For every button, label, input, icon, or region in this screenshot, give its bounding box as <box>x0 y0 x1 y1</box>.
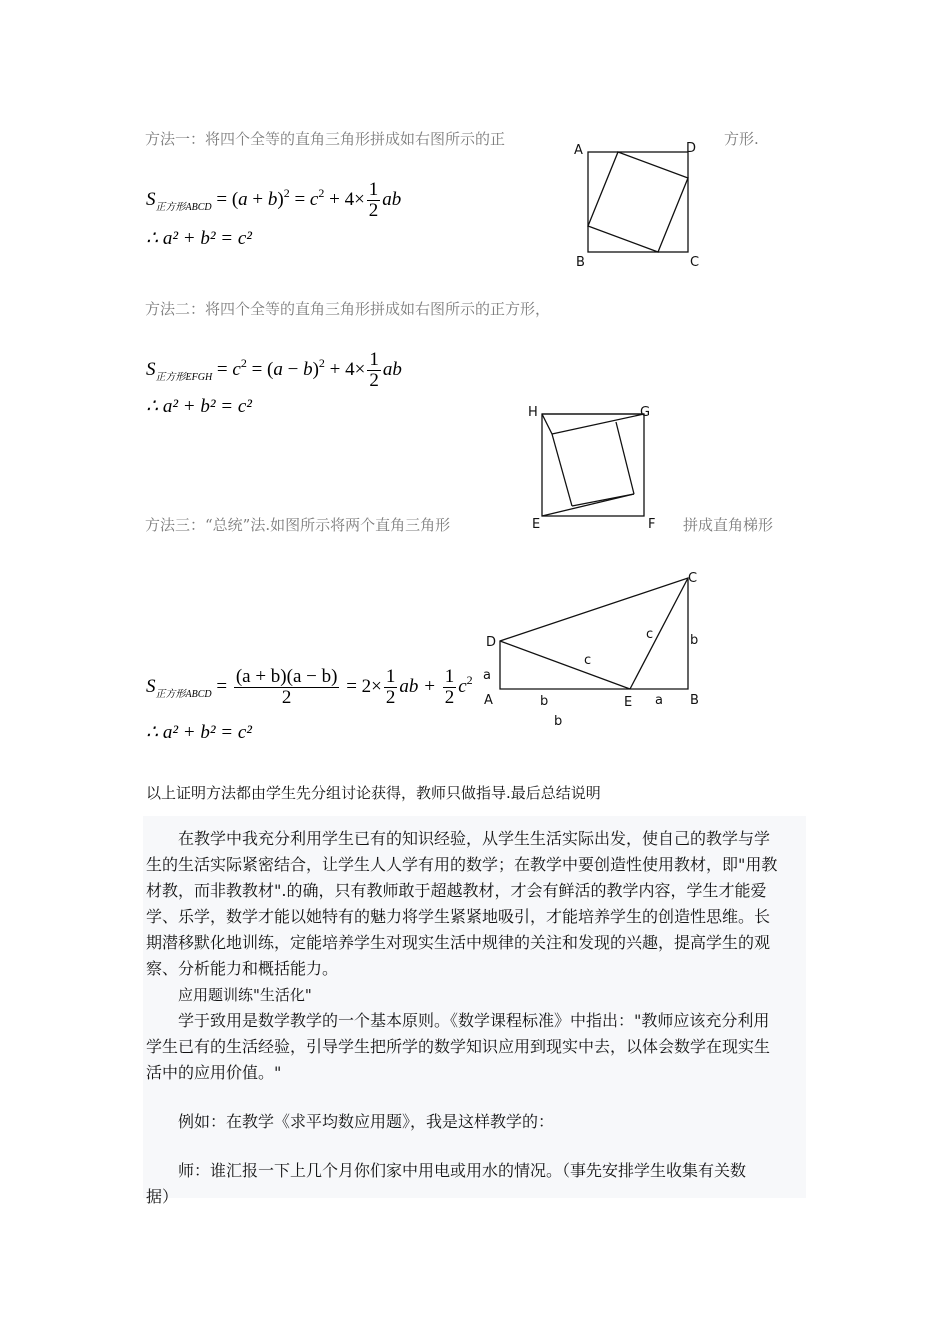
p2-line: 活中的应用价值。" <box>146 1063 282 1082</box>
p4-line: 据） <box>146 1187 179 1206</box>
method1-therefore: ∴ a² + b² = c² <box>146 228 253 249</box>
label-G: G <box>640 405 651 420</box>
label-C: C <box>690 255 700 270</box>
summary-line: 以上证明方法都由学生先分组讨论获得，教师只做指导.最后总结说明 <box>146 784 601 802</box>
method1-formula: $S_{正方形ABCD} = (a + b)^2 = c^2 + 4\times$ $\frac{1}{2}$ ab <box>146 179 402 221</box>
method3-text: 方法三：“总统”法.如图所示将两个直角三角形 <box>145 516 451 534</box>
method2-text: 方法二：将四个全等的直角三角形拼成如右图所示的正方形， <box>145 300 551 318</box>
label-a-bottom: a <box>655 693 663 708</box>
label-C: C <box>688 571 698 586</box>
label-E: E <box>624 695 633 710</box>
method2-square-diagram <box>520 400 670 535</box>
label-b-bottom: b <box>540 694 549 709</box>
method2-formula: $S_{正方形EFGH} = c^2 = (a - b)^2 + 4\times$ $\frac{1}{2}$ ab <box>146 349 402 391</box>
paragraph-1 <box>146 826 801 1210</box>
label-A: A <box>574 143 583 158</box>
p2-line: 学生已有的生活经验，引导学生把所学的数学知识应用到现实中去，以体会数学在现实生 <box>146 1037 771 1056</box>
label-A: A <box>484 693 493 708</box>
label-D: D <box>686 141 697 156</box>
p2-line: 学于致用是数学教学的一个基本原则。《数学课程标准》中指出："教师应该充分利用 <box>178 1011 770 1030</box>
method3-text-end: 拼成直角梯形 <box>683 516 774 534</box>
label-D: D <box>486 635 497 650</box>
p4-line: 师：谁汇报一下上几个月你们家中用电或用水的情况。（事先安排学生收集有关数 <box>178 1161 747 1180</box>
label-c-diag: c <box>584 653 592 668</box>
label-c-hyp: c <box>646 627 654 642</box>
label-b-below: b <box>554 714 563 729</box>
p1-line: 学、乐学，数学才能以她特有的魅力将学生紧紧地吸引，才能培养学生的创造性思维。长 <box>146 907 771 926</box>
p1-line: 生的生活实际紧密结合，让学生人人学有用的数学；在教学中要创造性使用教材，即"用教 <box>146 855 778 874</box>
method3-trapezoid-diagram <box>478 566 718 731</box>
p1-line: 察、分析能力和概括能力。 <box>146 959 339 978</box>
label-b-right: b <box>690 633 699 648</box>
method3-formula: $S_{正方形ABCD}$ = $\frac{(a + b)(a - b)}{2}$ = 2× $\frac{1}{2}$ ab + $\frac{1}{2}$ $c^2$ <box>146 666 473 708</box>
label-H: H <box>528 405 538 420</box>
label-B: B <box>690 693 699 708</box>
label-a-left: a <box>483 668 491 683</box>
method1-text: 方法一：将四个全等的直角三角形拼成如右图所示的正 <box>145 130 506 148</box>
p1-line: 材教，而非教教材".的确，只有教师敢于超越教材，才会有鲜活的教学内容，学生才能爱 <box>146 881 767 900</box>
method2-therefore: ∴ a² + b² = c² <box>146 396 253 417</box>
method3-therefore: ∴ a² + b² = c² <box>146 722 253 743</box>
p1-line: 期潜移默化地训练，定能培养学生对现实生活中规律的关注和发现的兴趣，提高学生的观 <box>146 933 771 952</box>
label-E: E <box>532 517 541 532</box>
section-heading: 应用题训练"生活化" <box>178 986 312 1004</box>
p1-line: 在教学中我充分利用学生已有的知识经验，从学生生活实际出发，使自己的教学与学 <box>178 829 771 848</box>
label-B: B <box>576 255 585 270</box>
p3-line: 例如：在教学《求平均数应用题》，我是这样教学的： <box>178 1112 555 1131</box>
label-F: F <box>648 517 656 532</box>
method1-square-diagram <box>570 138 710 273</box>
method1-text-end: 方形. <box>724 130 759 148</box>
